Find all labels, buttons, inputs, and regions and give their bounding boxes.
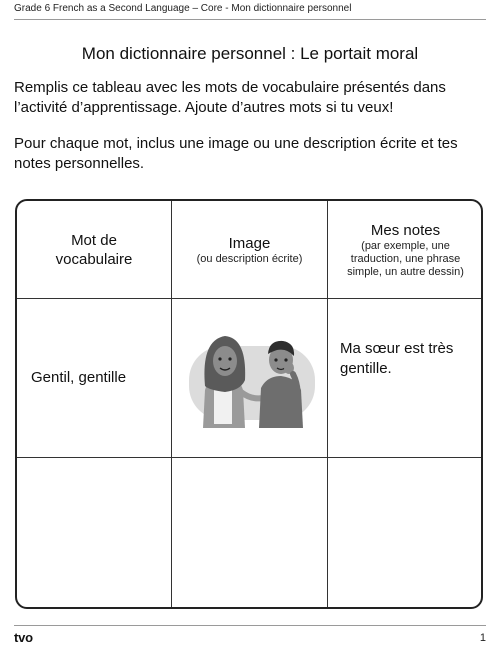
instructions-paragraph-2: Pour chaque mot, inclus une image ou une description écrite et tes notes personnelles. [14,135,458,172]
row1-notes: Ma sœur est très gentille. [340,340,454,377]
header-notes-sublabel: (par exemple, une traduction, une phrase simple, un autre dessin) [347,239,464,278]
page-title: Mon dictionnaire personnel : Le portait moral [81,44,419,63]
instructions-paragraph-1: Remplis ce tableau avec les mots de vocabulaire présentés dans l’activité d’apprentissage. Ajoute d’autres mots si tu veux! [14,79,446,116]
header-cell-notes [328,201,483,298]
header-notes-label: Mes notes [370,221,441,239]
header-word-label: Mot de vocabulaire [55,231,133,268]
header-image-label: Image [228,234,271,252]
header-cell-image [172,201,327,298]
row2-image-cell[interactable] [172,458,327,609]
page-header: Grade 6 French as a Second Language – Core - Mon dictionnaire personnel [14,3,352,14]
header-image-sublabel: (ou description écrite) [196,252,303,265]
page-number: 1 [479,632,486,644]
vocabulary-table [15,199,483,609]
header-divider [14,19,486,20]
two-kids-illustration [181,328,319,428]
row2-word-cell[interactable] [17,458,171,609]
tvo-logo: tvo [14,630,33,645]
row1-notes-cell [328,299,483,457]
header-cell-word [17,201,171,298]
row1-word: Gentil, gentille [31,369,127,386]
row2-notes-cell[interactable] [328,458,483,609]
row1-word-cell [17,299,171,457]
row1-image-cell [172,299,327,457]
footer-divider [14,625,486,626]
